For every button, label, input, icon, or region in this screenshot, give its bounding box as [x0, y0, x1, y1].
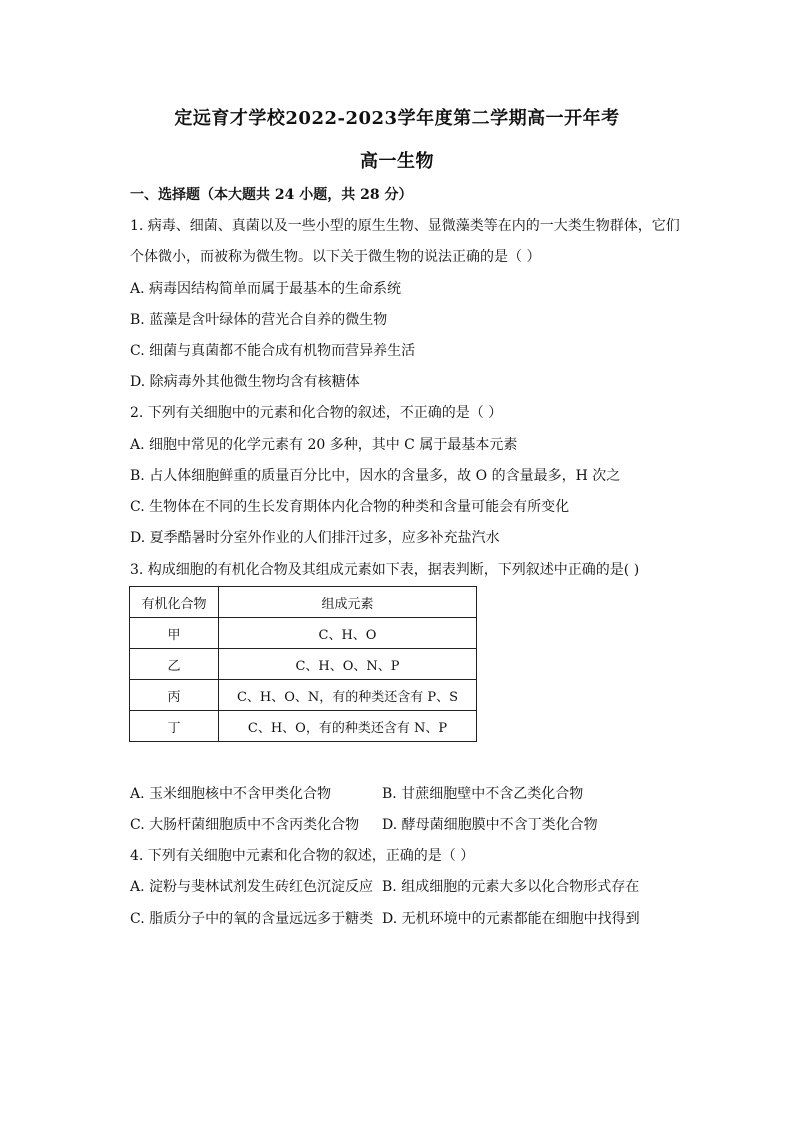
q3-option-a: A. 玉米细胞核中不含甲类化合物 — [130, 786, 332, 802]
table-row — [130, 649, 477, 680]
exam-title: 定远育才学校2022-2023学年度第二学期高一开年考 — [174, 108, 620, 129]
q2-option-b: B. 占人体细胞鲜重的质量百分比中，因水的含量多，故 O 的含量最多，H 次之 — [130, 468, 621, 484]
table-cell: C、H、O — [219, 618, 477, 649]
q2-option-c: C. 生物体在不同的生长发育期体内化合物的种类和含量可能会有所变化 — [130, 499, 570, 515]
q1-option-c: C. 细菌与真菌都不能合成有机物而营异养生活 — [130, 343, 416, 359]
q4-stem: 4. 下列有关细胞中元素和化合物的叙述，正确的是（ ） — [130, 848, 475, 864]
q1-stem-line2: 个体微小，而被称为微生物。以下关于微生物的说法正确的是（ ） — [130, 249, 541, 265]
table-cell: C、H、O、N，有的种类还含有 P、S — [219, 680, 477, 711]
table-cell: 甲 — [130, 618, 219, 649]
table-header-row — [130, 587, 477, 618]
table-cell: C、H、O、N、P — [219, 649, 477, 680]
section-heading: 一、选择题（本大题共 24 小题，共 28 分） — [130, 187, 413, 203]
q4-option-b: B. 组成细胞的元素大多以化合物形式存在 — [382, 879, 640, 895]
table-header-cell: 组成元素 — [219, 587, 477, 618]
table-cell: 丁 — [130, 711, 219, 742]
q3-element-table — [129, 586, 477, 742]
q2-option-a: A. 细胞中常见的化学元素有 20 多种，其中 C 属于最基本元素 — [130, 437, 518, 453]
q3-option-c: C. 大肠杆菌细胞质中不含丙类化合物 — [130, 817, 360, 833]
q3-stem: 3. 构成细胞的有机化合物及其组成元素如下表，据表判断，下列叙述中正确的是( ) — [130, 562, 640, 578]
q1-option-b: B. 蓝藻是含叶绿体的营光合自养的微生物 — [130, 312, 388, 328]
exam-subtitle: 高一生物 — [360, 151, 434, 172]
table-cell: 乙 — [130, 649, 219, 680]
table-row — [130, 711, 477, 742]
q4-option-a: A. 淀粉与斐林试剂发生砖红色沉淀反应 — [130, 879, 374, 895]
table-header-cell: 有机化合物 — [130, 587, 219, 618]
q2-option-d: D. 夏季酷暑时分室外作业的人们排汗过多，应多补充盐汽水 — [130, 530, 500, 546]
q1-stem-line1: 1. 病毒、细菌、真菌以及一些小型的原生生物、显微藻类等在内的一大类生物群体，它们 — [130, 218, 680, 234]
q4-option-c: C. 脂质分子中的氧的含量远远多于糖类 — [130, 911, 374, 927]
q4-option-d: D. 无机环境中的元素都能在细胞中找得到 — [382, 911, 640, 927]
q2-stem: 2. 下列有关细胞中的元素和化合物的叙述，不正确的是（ ） — [130, 405, 503, 421]
q3-option-b: B. 甘蔗细胞壁中不含乙类化合物 — [382, 786, 584, 802]
q1-option-a: A. 病毒因结构简单而属于最基本的生命系统 — [130, 281, 402, 297]
table-row — [130, 618, 477, 649]
table-cell: C、H、O，有的种类还含有 N、P — [219, 711, 477, 742]
q3-option-d: D. 酵母菌细胞膜中不含丁类化合物 — [382, 817, 598, 833]
table-row — [130, 680, 477, 711]
table-cell: 丙 — [130, 680, 219, 711]
q1-option-d: D. 除病毒外其他微生物均含有核糖体 — [130, 374, 360, 390]
